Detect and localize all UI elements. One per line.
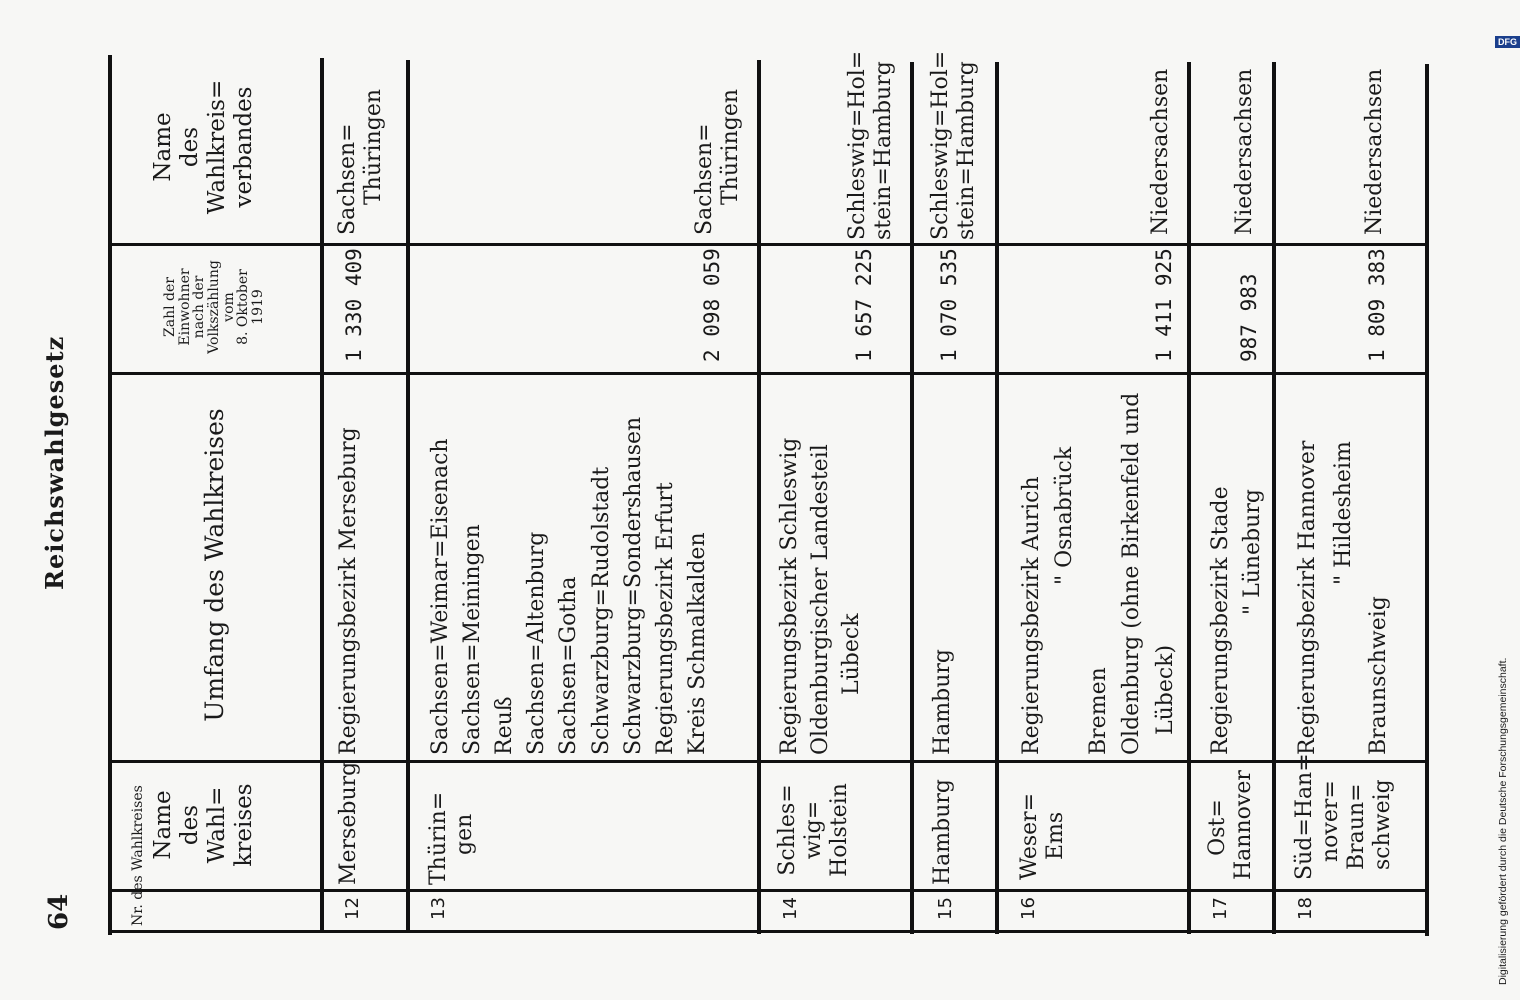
row-nr: 14 (780, 897, 801, 920)
header-einwohner-line: 8. Oktober (235, 269, 252, 345)
row-umfang-line: Bremen (1085, 667, 1111, 755)
header-name (150, 770, 259, 880)
row-name-line: Hamburg (930, 778, 955, 885)
row-name-line: Schles= (775, 784, 800, 876)
header-name-line: des (177, 804, 204, 846)
row-umfang-line: Kreis Schmalkalden (684, 532, 710, 755)
header-einwohner-line: Zahl der (162, 277, 178, 337)
row-einwohner: 987 983 (1237, 273, 1261, 362)
row-umfang (1290, 441, 1397, 755)
row-umfang-line: " Osnabrück (1052, 446, 1078, 585)
row-einwohner: 1 070 535 (937, 248, 961, 362)
row-verband (335, 89, 387, 235)
row-verband-line: Thüringen (717, 88, 743, 205)
header-einwohner (163, 252, 266, 362)
dfg-logo: DFG (1495, 36, 1520, 48)
row-name (336, 762, 362, 885)
row-umfang-line: Schwarzburg=Sondershausen (620, 416, 646, 755)
row-name-line: Thürin= (426, 791, 451, 885)
row-verband (845, 51, 897, 240)
header-verband-line: Name (150, 112, 176, 182)
row-verband (928, 51, 980, 240)
header-name-line: Name (150, 790, 176, 860)
row-einwohner: 1 809 383 (1365, 248, 1389, 362)
row-umfang-line: Regierungsbezirk Merseburg (336, 427, 361, 755)
row-umfang-line: " Hildesheim (1330, 441, 1356, 585)
page-number: 64 (44, 893, 74, 930)
rule-row-15 (910, 62, 914, 934)
row-umfang-line: Lübeck (838, 613, 864, 695)
col-rule-einwohner (112, 243, 1428, 246)
row-verband-line: stein=Hamburg (953, 61, 979, 240)
row-nr: 15 (935, 897, 956, 920)
header-verband-line: Wahlkreis= (204, 79, 231, 215)
row-name (1205, 770, 1257, 880)
header-einwohner-line: 1919 (250, 289, 267, 325)
header-verband (150, 62, 259, 232)
row-umfang-line: Hamburg (930, 648, 955, 755)
row-einwohner: 1 330 409 (342, 248, 366, 362)
col-rule-umfang (112, 372, 1428, 375)
header-name-line: Wahl= (204, 786, 231, 864)
row-name-line: Merseburg (336, 761, 361, 885)
header-verband-line: des (177, 126, 204, 168)
row-name (775, 775, 853, 885)
row-name-line: gen (451, 813, 477, 855)
row-name (930, 779, 956, 885)
row-umfang-line: Oldenburgischer Landesteil (807, 444, 833, 755)
row-umfang-line: Regierungsbezirk Stade (1208, 486, 1233, 755)
row-umfang-line: Sachsen=Weimar=Eisenach (428, 438, 453, 755)
rule-row-16 (995, 62, 999, 934)
header-einwohner-line: vom (220, 292, 237, 322)
row-umfang-line: Lübeck) (1152, 644, 1178, 735)
row-umfang-line: Regierungsbezirk Aurich (1019, 476, 1044, 755)
row-verband-line: Schleswig=Hol= (928, 50, 953, 240)
row-verband-line: Schleswig=Hol= (845, 50, 870, 240)
row-name (1292, 753, 1396, 880)
row-verband (692, 89, 744, 235)
rule-bottom (1425, 64, 1429, 936)
row-einwohner: 1 411 925 (1152, 248, 1176, 362)
col-rule-name (112, 760, 1428, 763)
row-nr: 16 (1018, 897, 1039, 920)
row-umfang-line: " Lüneburg (1239, 489, 1265, 615)
row-umfang (1205, 486, 1269, 755)
row-name-line: schweig (1369, 779, 1395, 870)
header-umfang: Umfang des Wahlkreises (200, 408, 229, 722)
row-umfang-line: Sachsen=Meiningen (460, 524, 486, 755)
row-umfang (336, 427, 362, 755)
row-nr: 13 (428, 897, 449, 920)
row-umfang (775, 438, 867, 755)
row-umfang (1015, 393, 1182, 755)
row-einwohner: 1 657 225 (852, 248, 876, 362)
row-verband-line: Sachsen= (692, 123, 717, 235)
row-umfang-line: Regierungsbezirk Erfurt (652, 482, 678, 755)
row-name-line: nover= (1317, 780, 1343, 862)
row-verband (1148, 69, 1174, 235)
row-verband-line: Thüringen (360, 88, 386, 205)
row-verband-line: Niedersachsen (1148, 68, 1173, 235)
row-verband-line: Niedersachsen (1232, 68, 1257, 235)
digitization-credit: Digitalisierung gefördert durch die Deutsche Forschungsgemeinschaft. (1497, 657, 1509, 985)
rule-row-14 (757, 60, 761, 934)
rule-row-13 (406, 60, 410, 932)
row-umfang-line: Sachsen=Gotha (556, 576, 582, 755)
row-umfang-line: Sachsen=Altenburg (524, 531, 550, 755)
col-rule-nr-bottom (108, 930, 1428, 933)
row-umfang-line: Regierungsbezirk Hannover (1295, 440, 1320, 755)
row-umfang-line: Reuß (492, 696, 518, 755)
row-umfang-line: Oldenburg (ohne Birkenfeld und (1119, 392, 1145, 755)
rule-row-12 (320, 58, 324, 932)
row-verband-line: stein=Hamburg (870, 61, 896, 240)
header-name-line: kreises (231, 783, 258, 867)
header-einwohner-line: Einwohner (176, 268, 193, 346)
row-name-line: Ost= (1205, 799, 1230, 856)
row-verband (1362, 69, 1388, 235)
row-einwohner: 2 098 059 (700, 248, 724, 362)
row-nr: 12 (342, 897, 363, 920)
row-umfang (425, 417, 714, 755)
row-nr: 18 (1295, 897, 1316, 920)
row-name-line: wig= (800, 800, 826, 860)
row-name-line: Weser= (1017, 792, 1042, 880)
row-name-line: Holstein (826, 783, 852, 877)
row-umfang (930, 649, 956, 755)
rule-row-18 (1272, 62, 1276, 934)
rule-row-17 (1187, 62, 1191, 934)
rule-top (108, 55, 112, 935)
row-verband (1232, 69, 1258, 235)
row-umfang-line: Schwarzburg=Rudolstadt (588, 466, 614, 755)
col-rule-nr (112, 889, 1428, 892)
header-einwohner-line: nach der (191, 275, 208, 339)
row-name-line: Ems (1042, 811, 1068, 860)
row-name-line: Süd=Han= (1292, 753, 1317, 880)
row-nr: 17 (1210, 897, 1231, 920)
running-head: Reichswahlgesetz (40, 335, 69, 590)
row-name (426, 792, 478, 885)
row-umfang-line: Braunschweig (1366, 596, 1392, 755)
header-einwohner-line: Volkszählung (206, 260, 223, 354)
row-name-line: Hannover (1230, 770, 1256, 880)
row-umfang-line: Regierungsbezirk Schleswig (777, 437, 802, 755)
header-verband-line: verbandes (231, 86, 258, 208)
header-nr: Nr. des Wahlkreises (130, 785, 146, 926)
row-name-line: Braun= (1343, 783, 1369, 870)
row-verband-line: Niedersachsen (1362, 68, 1387, 235)
row-verband-line: Sachsen= (335, 123, 360, 235)
row-name (1017, 793, 1069, 880)
